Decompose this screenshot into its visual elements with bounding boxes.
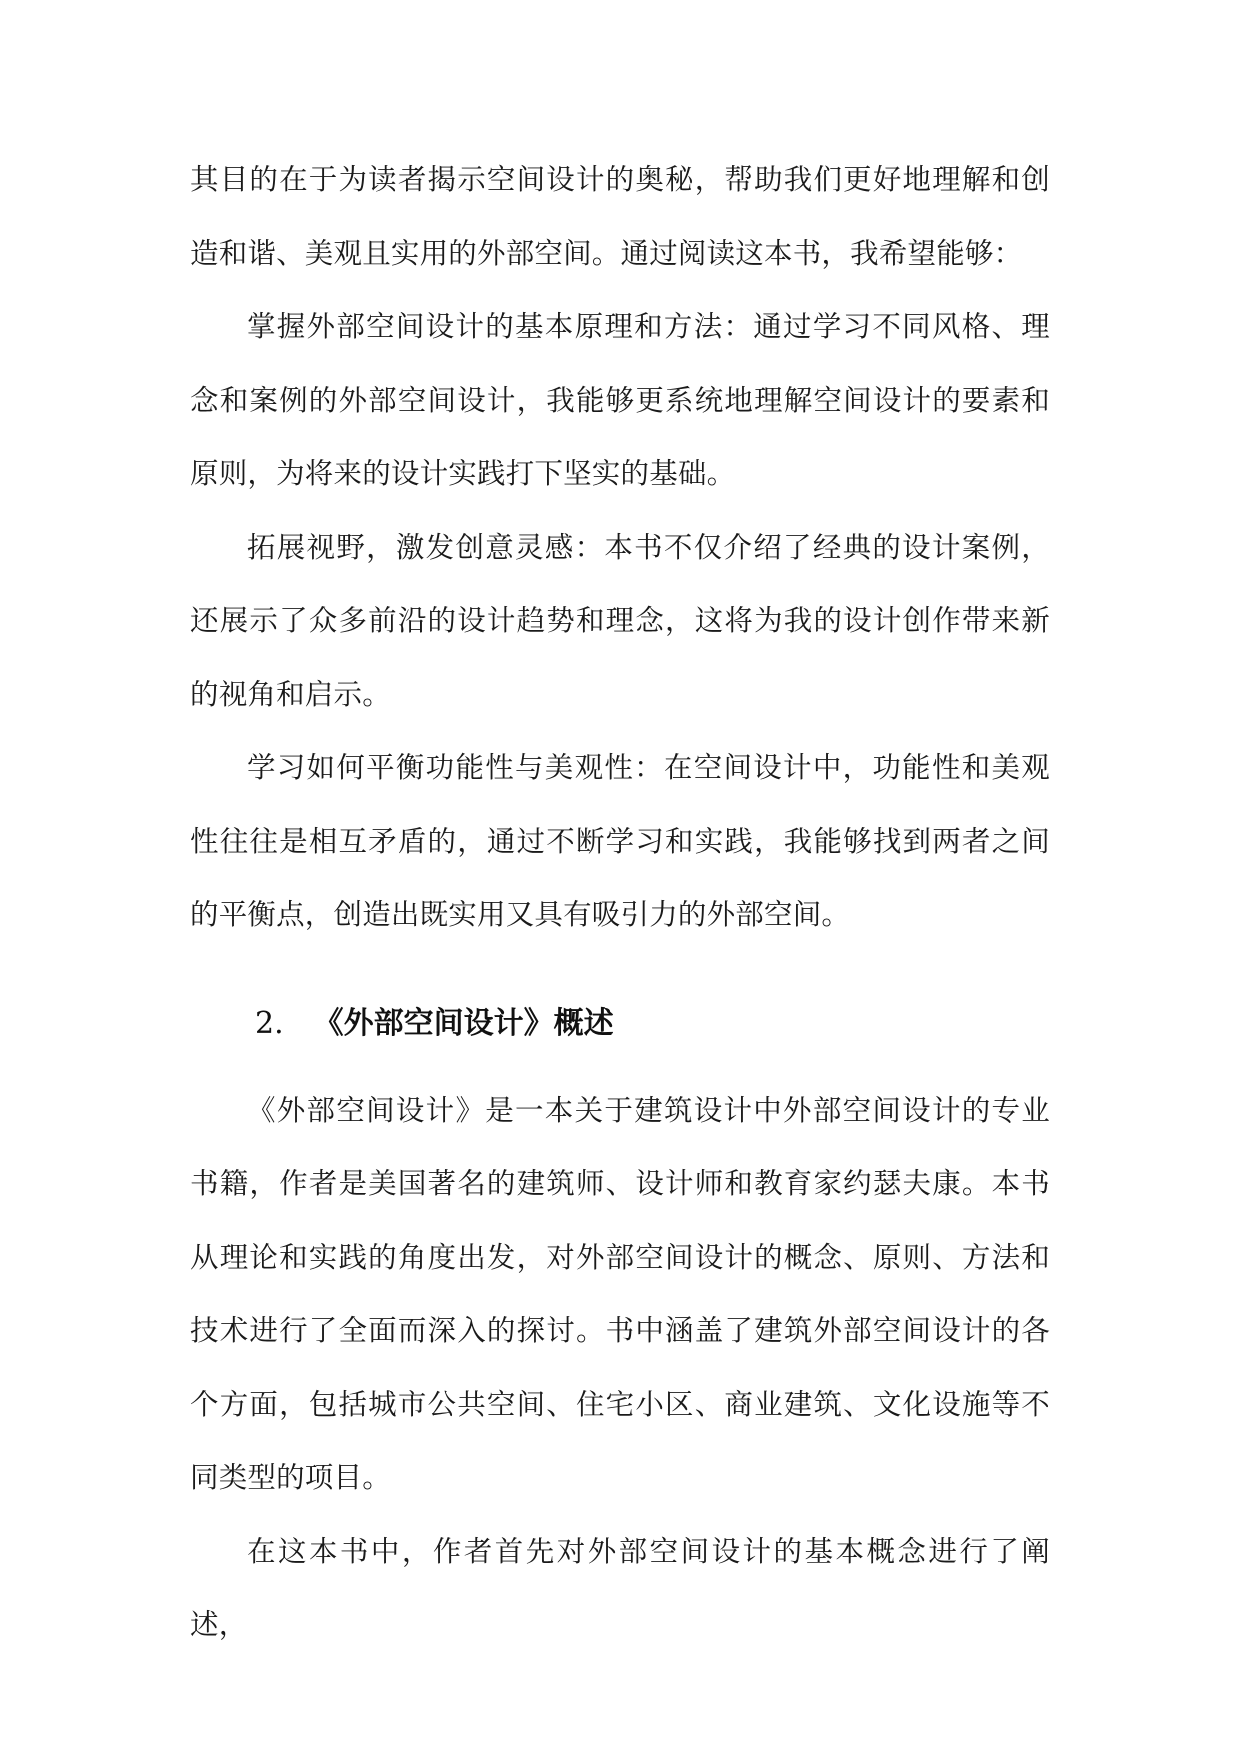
section-title: 《外部空间设计》概述 bbox=[313, 1005, 614, 1041]
paragraph-continuation: 其目的在于为读者揭示空间设计的奥秘，帮助我们更好地理解和创造和谐、美观且实用的外部空间。通过阅读这本书，我希望能够： bbox=[190, 163, 1050, 270]
paragraph-inspiration: 拓展视野，激发创意灵感：本书不仅介绍了经典的设计案例，还展示了众多前沿的设计趋势和理念，这将为我的设计创作带来新的视角和启示。 bbox=[190, 530, 1050, 711]
paragraph-balance: 学习如何平衡功能性与美观性：在空间设计中，功能性和美观性往往是相互矛盾的，通过不断学习和实践，我能够找到两者之间的平衡点，创造出既实用又具有吸引力的外部空间。 bbox=[190, 751, 1050, 931]
section-number: 2. bbox=[255, 1005, 284, 1041]
section-heading bbox=[190, 980, 1050, 1068]
page-content bbox=[190, 143, 1050, 1662]
paragraph-principles: 掌握外部空间设计的基本原理和方法：通过学习不同风格、理念和案例的外部空间设计，我能够更系统地理解空间设计的要素和原则，为将来的设计实践打下坚实的基础。 bbox=[190, 310, 1050, 490]
paragraph-overview: 《外部空间设计》是一本关于建筑设计中外部空间设计的专业书籍，作者是美国著名的建筑师、设计师和教育家约瑟夫康。本书从理论和实践的角度出发，对外部空间设计的概念、原则、方法和技术进行了全面而深入的探讨。书中涵盖了建筑外部空间设计的各个方面，包括城市公共空间、住宅小区、商业建筑、文化设施等不同类型的项目。 bbox=[190, 1093, 1050, 1494]
paragraph-intro-concepts: 在这本书中，作者首先对外部空间设计的基本概念进行了阐述， bbox=[190, 1534, 1050, 1641]
